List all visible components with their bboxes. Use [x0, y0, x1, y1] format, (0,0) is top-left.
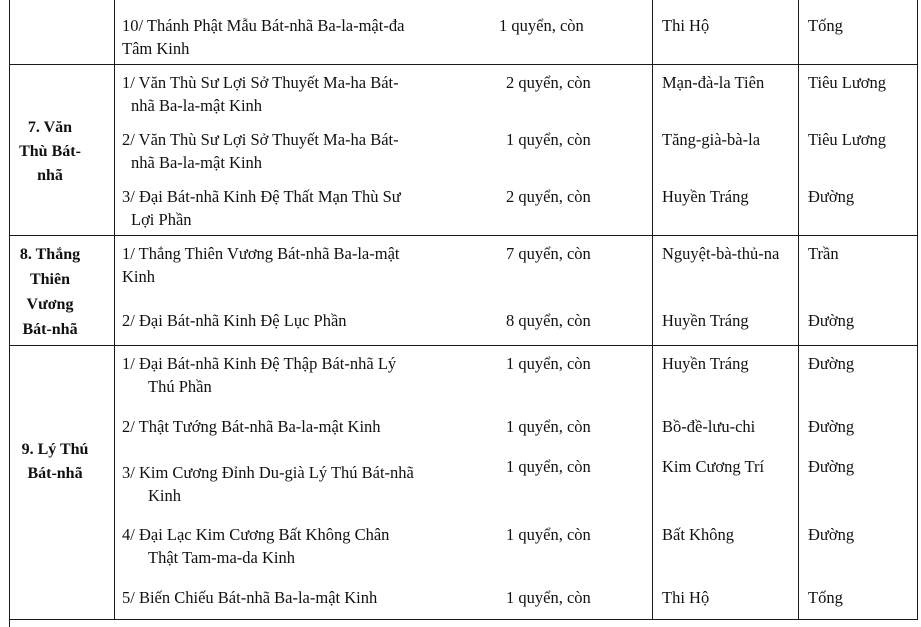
sutra-title: 2/ Văn Thù Sư Lợi Sở Thuyết Ma-ha Bát- nhã Ba-la-mật Kinh	[122, 130, 399, 172]
group-label-van-thu	[10, 116, 90, 188]
sutra-title: 3/ Đại Bát-nhã Kinh Đệ Thất Mạn Thù Sư Lợi Phần	[122, 187, 401, 229]
table-border	[9, 64, 918, 65]
sutra-title: 10/ Thánh Phật Mẫu Bát-nhã Ba-la-mật-đa Tâm Kinh	[122, 16, 405, 58]
table-border	[652, 0, 653, 620]
translator: Huyền Tráng	[662, 354, 749, 373]
volume-count: 7 quyển, còn	[506, 244, 591, 263]
group-label-ly-thu	[10, 438, 100, 486]
group-label-line: Bát-nhã	[22, 321, 78, 338]
table-border	[917, 0, 918, 620]
volume-count: 8 quyển, còn	[506, 311, 591, 330]
table-border	[9, 345, 918, 346]
volume-count: 1 quyển, còn	[506, 130, 591, 149]
table-border	[9, 619, 918, 620]
volume-count: 1 quyển, còn	[506, 354, 591, 373]
sutra-title: 4/ Đại Lạc Kim Cương Bất Không Chân Thật Tam-ma-da Kinh	[122, 525, 390, 567]
sutra-title: 1/ Thắng Thiên Vương Bát-nhã Ba-la-mật Kinh	[122, 244, 400, 286]
dynasty: Đường	[808, 457, 855, 476]
translator: Mạn-đà-la Tiên	[662, 73, 765, 92]
group-label-line: Thù Bát-	[19, 143, 81, 160]
translator: Nguyệt-bà-thủ-na	[662, 244, 780, 263]
sutra-title: 1/ Văn Thù Sư Lợi Sở Thuyết Ma-ha Bát- nhã Ba-la-mật Kinh	[122, 73, 399, 115]
dynasty: Tống	[808, 588, 843, 607]
table-border	[798, 0, 799, 620]
translator: Bồ-đề-lưu-chi	[662, 417, 756, 436]
dynasty: Đường	[808, 354, 855, 373]
dynasty: Đường	[808, 311, 855, 330]
dynasty: Trần	[808, 244, 839, 263]
table-border	[9, 235, 918, 236]
volume-count: 1 quyển, còn	[506, 588, 591, 607]
volume-count: 1 quyển, còn	[506, 525, 591, 544]
group-label-line: Vương	[26, 296, 74, 313]
dynasty: Tống	[808, 16, 843, 35]
volume-count: 2 quyển, còn	[506, 73, 591, 92]
sutra-title: 2/ Thật Tướng Bát-nhã Ba-la-mật Kinh	[122, 417, 381, 436]
dynasty: Đường	[808, 525, 855, 544]
volume-count: 1 quyển, còn	[499, 16, 584, 35]
sutra-title: 2/ Đại Bát-nhã Kinh Đệ Lục Phần	[122, 311, 347, 330]
group-label-line: Bát-nhã	[27, 465, 83, 482]
sutra-title: 1/ Đại Bát-nhã Kinh Đệ Thập Bát-nhã Lý Thú Phần	[122, 354, 397, 396]
group-label-line: 9. Lý Thú	[21, 441, 89, 458]
translator: Kim Cương Trí	[662, 457, 765, 476]
dynasty: Tiêu Lương	[808, 130, 887, 149]
group-label-line: nhã	[37, 167, 63, 184]
dynasty: Đường	[808, 187, 855, 206]
group-label-line: Thiên	[29, 271, 70, 288]
group-label-thang-thien	[10, 242, 90, 342]
volume-count: 2 quyển, còn	[506, 187, 591, 206]
volume-count: 1 quyển, còn	[506, 457, 591, 476]
translator: Huyền Tráng	[662, 187, 749, 206]
translator: Huyền Tráng	[662, 311, 749, 330]
translator: Tăng-già-bà-la	[662, 130, 761, 149]
translator: Thi Hộ	[662, 588, 710, 607]
sutra-title: 3/ Kim Cương Đỉnh Du-già Lý Thú Bát-nhã Kinh	[122, 463, 414, 505]
group-label-line: 8. Thắng	[19, 246, 81, 263]
translator: Thi Hộ	[662, 16, 710, 35]
translator: Bất Không	[662, 525, 734, 544]
group-label-line: 7. Văn	[27, 119, 73, 136]
dynasty: Đường	[808, 417, 855, 436]
dynasty: Tiêu Lương	[808, 73, 887, 92]
sutra-title: 5/ Biến Chiếu Bát-nhã Ba-la-mật Kinh	[122, 588, 378, 607]
table-border	[114, 0, 115, 620]
volume-count: 1 quyển, còn	[506, 417, 591, 436]
